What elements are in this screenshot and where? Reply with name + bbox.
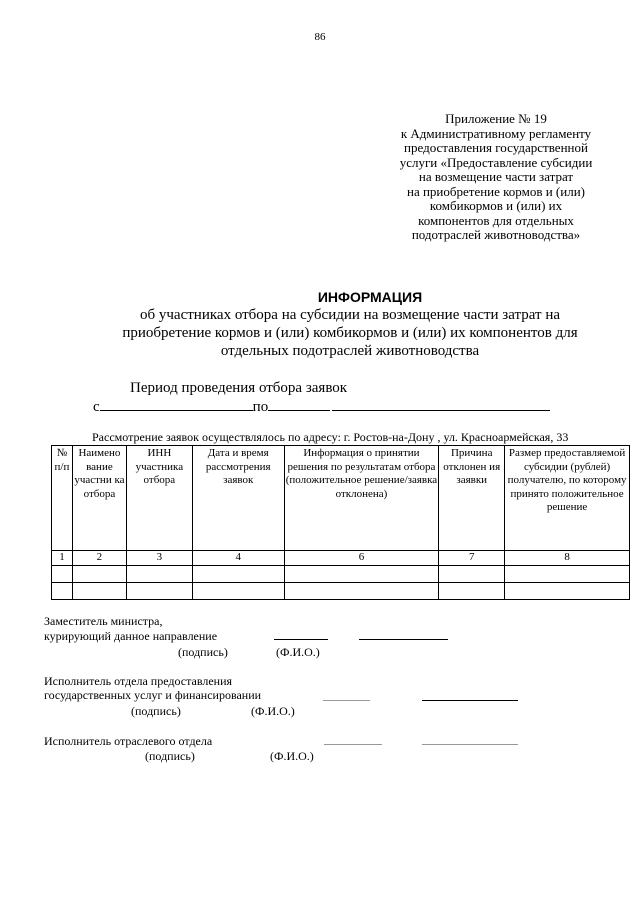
period-from-field[interactable] [100,397,253,411]
table-row[interactable] [52,582,630,599]
period-range [93,397,550,416]
deputy-title-line1: Заместитель министра, [44,614,163,628]
executor-branch-line1: Исполнитель отраслевого отдела [44,734,213,748]
period-from-label: с [93,399,100,415]
table-cell[interactable] [192,565,284,582]
executor-branch-sign-label: (подпись) [145,749,195,763]
subtitle-line: об участниках отбора на субсидии на возмещение части затрат на [140,307,560,323]
table-cell[interactable] [505,565,630,582]
executor-branch-name-label: (Ф.И.О.) [270,749,314,763]
column-header: № п/п [52,446,73,551]
appendix-line: подотраслей животноводства» [411,227,581,242]
executor-dept-signature-line[interactable] [323,700,370,701]
table-number-row [52,551,630,566]
table-cell[interactable] [72,582,126,599]
subtitle-line: отдельных подотраслей животноводства [220,343,480,359]
column-header: Дата и время рассмотрения заявок [192,446,284,551]
table-row[interactable] [52,565,630,582]
subtitle-line: приобретение кормов и (или) комбикормов и (или) их компонентов для [122,325,578,341]
executor-dept-name-line[interactable] [422,700,518,701]
document-subtitle [80,306,620,360]
executor-dept-name-label: (Ф.И.О.) [251,704,295,718]
executor-dept-line2: государственных услуг и финансировании [44,688,262,702]
column-number: 6 [284,551,439,566]
table-cell[interactable] [126,582,192,599]
column-number: 4 [192,551,284,566]
column-header: Наимено вание участни ка отбора [72,446,126,551]
executor-dept-line1: Исполнитель отдела предоставления [44,674,233,688]
table-cell[interactable] [52,565,73,582]
deputy-name-label: (Ф.И.О.) [276,645,320,659]
appendix-line: Приложение № 19 [445,111,547,126]
deputy-name-line[interactable] [359,639,448,640]
table-cell[interactable] [439,582,505,599]
column-header: Размер предоставляемой субсидии (рублей) получателю, по которому принято положительное решение [505,446,630,551]
document-title: ИНФОРМАЦИЯ [317,289,423,305]
participants-table [51,445,630,600]
column-header: ИНН участника отбора [126,446,192,551]
appendix-line: на возмещение части затрат [418,169,574,184]
column-number: 1 [52,551,73,566]
appendix-block [360,112,632,243]
column-number: 2 [72,551,126,566]
table-cell[interactable] [72,565,126,582]
deputy-signature-line[interactable] [274,639,328,640]
period-to-label: по [252,399,269,415]
appendix-line: предоставления государственной [404,140,588,155]
executor-branch-name-line[interactable] [422,744,518,745]
period-extra-field[interactable] [332,397,550,411]
review-address: Рассмотрение заявок осуществлялось по адресу: г. Ростов-на-Дону , ул. Красноармейская, 33 [92,430,569,444]
column-header: Информация о принятии решения по результатам отбора (положительное решение/заявка отклонена) [284,446,439,551]
period-label: Период проведения отбора заявок [130,380,348,396]
executor-branch-signature-line[interactable] [324,744,382,745]
table-header-row [52,446,630,551]
period-to-field[interactable] [268,397,330,411]
column-number: 8 [505,551,630,566]
table-cell[interactable] [192,582,284,599]
executor-dept-sign-label: (подпись) [131,704,181,718]
table-cell[interactable] [52,582,73,599]
appendix-line: услуги «Предоставление субсидии [399,154,593,170]
table-cell[interactable] [439,565,505,582]
appendix-line: компонентов для отдельных [418,212,574,228]
deputy-sign-label: (подпись) [178,645,228,659]
table-cell[interactable] [505,582,630,599]
column-number: 7 [439,551,505,566]
appendix-line: к Административному регламенту [400,125,592,141]
column-header: Причина отклонен ия заявки [439,446,505,551]
column-number: 3 [126,551,192,566]
deputy-title-line2: курирующий данное направление [44,629,218,643]
appendix-line: комбикормов и (или) их [429,198,563,213]
appendix-line: на приобретение кормов и (или) [406,183,585,199]
table-cell[interactable] [284,582,439,599]
table-cell[interactable] [284,565,439,582]
table-cell[interactable] [126,565,192,582]
page-number: 86 [314,31,326,43]
